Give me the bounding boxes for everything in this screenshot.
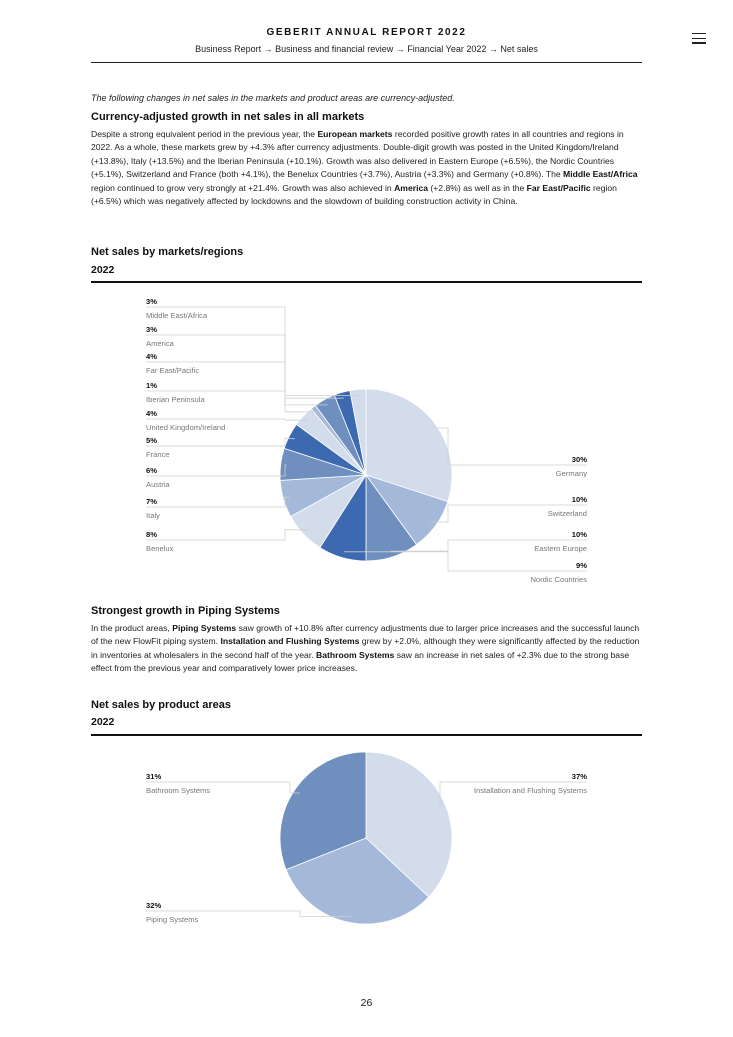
legend-label-america: America — [146, 339, 174, 348]
breadcrumb-item-net-sales: Net sales — [500, 44, 538, 54]
emphasis-term: Far East/Pacific — [526, 182, 591, 193]
breadcrumb-separator-icon: → — [488, 44, 498, 54]
legend-label-italy: Italy — [146, 511, 160, 520]
emphasis-term: Bathroom Systems — [316, 649, 395, 660]
emphasis-term: America — [394, 182, 429, 193]
legend-label-nordic-countries: Nordic Countries — [530, 575, 587, 584]
legend-label-germany: Germany — [555, 469, 587, 478]
data-label-germany: 30% — [571, 455, 587, 464]
section-paragraph-product-areas: In the product areas, Piping Systems saw growth of +10.8% after currency adjustments due to larger price increases and the successful launch of the new FlowFit piping system. Installation and Flushing Systems grew by +2.0%, although they were significantly affected by the reduction in inventories at wholesalers in the second half of the year. Bathroom Systems saw an increase in net sales of +2.3% due to the strong base effect from the previous year and comparatively lower price increases. — [91, 623, 640, 674]
legend-label-bathroom-systems: Bathroom Systems — [146, 786, 211, 795]
legend-label-piping-systems: Piping Systems — [146, 915, 199, 924]
data-label-piping-systems: 32% — [146, 901, 162, 910]
data-label-middle-east-africa: 3% — [146, 297, 157, 306]
legend-label-france: France — [146, 450, 170, 459]
breadcrumb-item-business-report[interactable]: Business Report — [195, 44, 262, 54]
data-label-austria: 6% — [146, 466, 157, 475]
legend-label-austria: Austria — [146, 480, 170, 489]
emphasis-term: Piping Systems — [172, 623, 237, 633]
legend-label-benelux: Benelux — [146, 544, 174, 553]
data-label-installation-and-flushing-systems: 37% — [571, 772, 587, 781]
data-label-united-kingdom-ireland: 4% — [146, 409, 157, 418]
chart-year-product-areas: 2022 — [91, 716, 115, 728]
legend-label-iberian-peninsula: Iberian Peninsula — [146, 395, 205, 404]
report-title: GEBERIT ANNUAL REPORT 2022 — [266, 27, 467, 38]
data-label-america: 3% — [146, 325, 157, 334]
page-number: 26 — [360, 997, 373, 1009]
data-label-far-east-pacific: 4% — [146, 352, 157, 361]
chart-year-markets: 2022 — [91, 264, 115, 276]
data-label-france: 5% — [146, 436, 157, 445]
legend-label-united-kingdom-ireland: United Kingdom/Ireland — [146, 423, 226, 432]
chart-title-markets: Net sales by markets/regions — [91, 246, 244, 258]
intro-note: The following changes in net sales in the markets and product areas are currency-adjusted. — [91, 93, 455, 103]
legend-label-installation-and-flushing-systems: Installation and Flushing Systems — [473, 786, 587, 795]
data-label-switzerland: 10% — [571, 495, 587, 504]
breadcrumb-separator-icon: → — [395, 44, 405, 54]
section-heading-markets: Currency-adjusted growth in net sales in all markets — [91, 111, 365, 123]
section-heading-product-areas: Strongest growth in Piping Systems — [91, 605, 280, 617]
data-label-italy: 7% — [146, 497, 157, 506]
data-label-benelux: 8% — [146, 530, 157, 539]
breadcrumb-separator-icon: → — [263, 44, 273, 54]
data-label-eastern-europe: 10% — [571, 530, 587, 539]
emphasis-term: Installation and Flushing Systems — [220, 636, 360, 647]
legend-label-eastern-europe: Eastern Europe — [534, 544, 587, 553]
emphasis-term: European markets — [317, 129, 393, 139]
legend-label-switzerland: Switzerland — [547, 509, 587, 518]
legend-label-middle-east-africa: Middle East/Africa — [146, 311, 208, 320]
chart-title-product-areas: Net sales by product areas — [91, 699, 232, 711]
data-label-nordic-countries: 9% — [576, 561, 587, 570]
emphasis-term: Middle East/Africa — [563, 169, 638, 180]
data-label-iberian-peninsula: 1% — [146, 381, 157, 390]
breadcrumb-item-business-financial-review[interactable]: Business and financial review — [275, 44, 394, 54]
section-paragraph-markets: Despite a strong equivalent period in the previous year, the European markets recorded positive growth rates in all countries and regions in 2022. As a whole, these markets grew by +4.3% after currency adjustments. Double-digit growth was posted in the United Kingdom/Ireland (+13.8%), Italy (+13.5%) and the Iberian Peninsula (+10.1%). Growth was also delivered in Eastern Europe (+6.5%), the Nordic Countries (+5.1%), Switzerland and France (both +4.1%), the Benelux Countries (+3.7%), Austria (+3.3%) and Germany (+0.8%). The Middle East/Africa region continued to grow very strongly at +21.4%. Growth was also achieved in America (+2.8%) as well as in the Far East/Pacific region (+6.5%) which was negatively affected by lockdowns and the slowdown of building construction activity in China. — [91, 129, 638, 207]
legend-label-far-east-pacific: Far East/Pacific — [146, 366, 200, 375]
breadcrumb-item-financial-year[interactable]: Financial Year 2022 — [407, 44, 487, 54]
data-label-bathroom-systems: 31% — [146, 772, 162, 781]
